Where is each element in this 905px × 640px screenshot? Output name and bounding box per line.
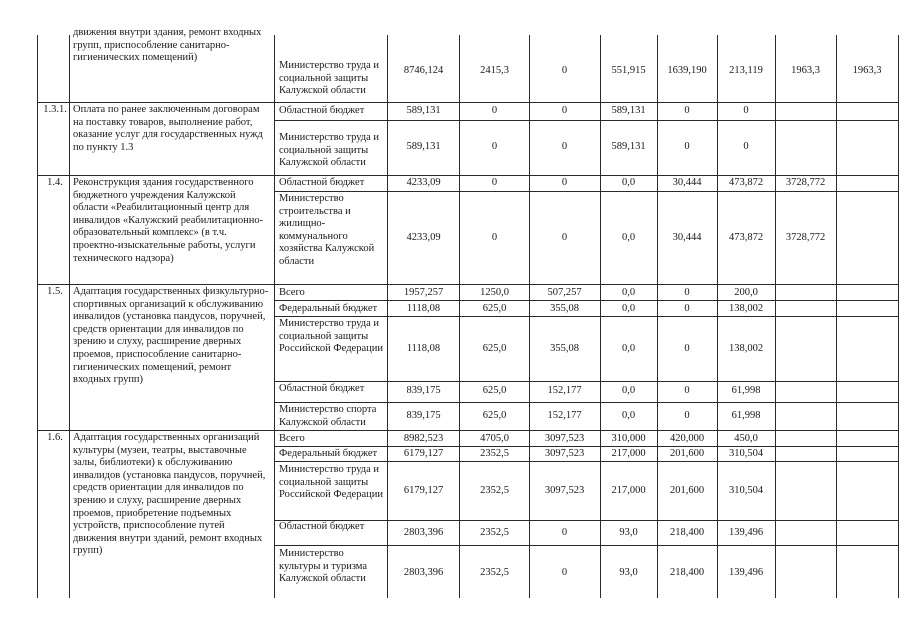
cell-value: 0 <box>684 141 690 152</box>
cell-value: 551,915 <box>611 65 646 76</box>
cell-value: 2352,5 <box>480 527 509 538</box>
cell-value: 0 <box>684 287 690 298</box>
cell-value: 1118,08 <box>406 343 441 354</box>
cell-value: 625,0 <box>482 343 507 354</box>
cell-value: 0 <box>491 105 498 116</box>
cell-value: 473,872 <box>728 232 764 243</box>
funding-source: Областной бюджет <box>279 105 365 116</box>
cell-value: 3728,772 <box>785 232 826 243</box>
cell-value: 8746,124 <box>403 65 444 76</box>
cell-value: 310,000 <box>611 433 646 444</box>
cell-value: 152,177 <box>547 410 582 421</box>
cell-value: 839,175 <box>406 385 441 396</box>
cell-value: 213,119 <box>729 65 763 76</box>
row-index: 1.3.1. <box>43 104 67 115</box>
cell-value: 0 <box>684 410 690 421</box>
cell-value: 4233,09 <box>406 177 441 188</box>
cell-value: 6179,127 <box>403 448 444 459</box>
funding-source: Всего <box>279 433 305 444</box>
cell-value: 138,002 <box>728 343 764 354</box>
cell-value: 61,998 <box>731 385 761 396</box>
cell-value: 1639,190 <box>667 65 707 76</box>
cell-value: 93,0 <box>619 567 638 578</box>
cell-value: 310,504 <box>728 485 764 496</box>
cell-value: 217,000 <box>611 485 646 496</box>
cell-value: 0 <box>684 385 690 396</box>
cell-value: 218,400 <box>669 567 705 578</box>
cell-value: 218,400 <box>669 527 705 538</box>
cell-value: 1250,0 <box>480 287 509 298</box>
cell-value: 589,131 <box>611 105 646 116</box>
funding-source: Министерство строительства и жилищно- коммунального хозяйства Калужской области <box>279 193 375 267</box>
funding-source: Министерство труда и социальной защиты Калужской области <box>279 132 380 169</box>
funding-source: Министерство культуры и туризма Калужской области <box>279 548 368 585</box>
cell-value: 3097,523 <box>544 448 585 459</box>
cell-value: 0,0 <box>621 303 636 314</box>
cell-value: 3728,772 <box>785 177 826 188</box>
cell-value: 30,444 <box>672 232 702 243</box>
row-description: Реконструкция здания государственного бюджетного учреждения Калужской области «Реабилитационный центр для инвалидов «Калужский реабилитационно- образовательный комплекс» (в т.ч. проектно-изыскательные работы, услуги технического надзора) <box>73 177 264 264</box>
cell-value: 0,0 <box>621 385 636 396</box>
cell-value: 0 <box>561 527 568 538</box>
cell-value: 0 <box>684 303 690 314</box>
funding-source: Министерство труда и социальной защиты Российской Федерации <box>279 318 383 355</box>
cell-value: 310,504 <box>728 448 764 459</box>
cell-value: 30,444 <box>672 177 702 188</box>
funding-source: Министерство спорта Калужской области <box>279 404 377 428</box>
cell-value: 0 <box>491 141 498 152</box>
cell-value: 0,0 <box>621 287 636 298</box>
funding-source: Областной бюджет <box>279 383 365 394</box>
cell-value: 589,131 <box>406 141 441 152</box>
cell-value: 0 <box>491 177 498 188</box>
row-description: Адаптация государственных организаций культуры (музеи, театры, выставочные залы, библиотеки) к обслуживанию инвалидов (установка пандусов, поручней, средств ориентации для инвалидов по зрению и слуху, расширение дверных проемов, приобретение подъемных устройств, приспособление путей движения внутри зданий, ремонт входных групп) <box>73 432 266 557</box>
cell-value: 138,002 <box>728 303 764 314</box>
cell-value: 0 <box>561 232 568 243</box>
cell-value: 0 <box>561 105 568 116</box>
cell-value: 3097,523 <box>544 433 585 444</box>
cell-value: 4705,0 <box>480 433 509 444</box>
funding-source: Областной бюджет <box>279 521 365 532</box>
cell-value: 0 <box>561 141 568 152</box>
cell-value: 139,496 <box>728 567 764 578</box>
row-description: Оплата по ранее заключенным договорам на поставку товаров, выполнение работ, оказание услуг для государственных нужд по пункту 1.3 <box>73 104 263 153</box>
cell-value: 61,998 <box>731 410 761 421</box>
cell-value: 0 <box>684 105 690 116</box>
cell-value: 6179,127 <box>403 485 444 496</box>
cell-value: 0 <box>561 567 568 578</box>
cell-value: 355,08 <box>550 343 579 354</box>
cell-value: 1957,257 <box>403 287 444 298</box>
cell-value: 0 <box>491 232 498 243</box>
cell-value: 3097,523 <box>544 485 585 496</box>
cell-value: 625,0 <box>482 410 507 421</box>
cell-value: 355,08 <box>550 303 579 314</box>
funding-source: Федеральный бюджет <box>279 448 378 459</box>
cell-value: 420,000 <box>669 433 705 444</box>
cell-value: 1963,3 <box>852 65 882 76</box>
funding-source: Всего <box>279 287 305 298</box>
cell-value: 139,496 <box>728 527 764 538</box>
cell-value: 93,0 <box>619 527 638 538</box>
cell-value: 2352,5 <box>480 485 509 496</box>
cell-value: 450,0 <box>734 433 758 444</box>
cell-value: 201,600 <box>669 485 705 496</box>
cell-value: 200,0 <box>734 287 758 298</box>
funding-source: Областной бюджет <box>279 177 365 188</box>
cell-value: 589,131 <box>611 141 646 152</box>
cell-value: 0 <box>561 177 568 188</box>
funding-source: Федеральный бюджет <box>279 303 378 314</box>
cell-value: 2352,5 <box>480 448 509 459</box>
cell-value: 8982,523 <box>403 433 444 444</box>
cell-value: 2415,3 <box>480 65 509 76</box>
cell-value: 2803,396 <box>403 527 444 538</box>
cell-value: 2803,396 <box>403 567 444 578</box>
cell-value: 473,872 <box>728 177 764 188</box>
cell-value: 0,0 <box>621 343 636 354</box>
row-continued-description: движения внутри здания, ремонт входных групп, приспособление санитарно- гигиенических помещений) <box>73 27 262 64</box>
cell-value: 0 <box>561 65 568 76</box>
cell-value: 507,257 <box>547 287 582 298</box>
funding-source: Министерство труда и социальной защиты Российской Федерации <box>279 464 383 501</box>
cell-value: 1118,08 <box>406 303 441 314</box>
row-index: 1.5. <box>47 286 63 297</box>
cell-value: 0 <box>684 343 690 354</box>
row-description: Адаптация государственных физкультурно- спортивных организаций к обслуживанию инвалидов (установка пандусов, поручней, средств ориентации для инвалидов по зрению и слуху, расширение дверных проемов, приспособление санитарно- гигиенических помещений, ремонт входных групп) <box>73 286 269 386</box>
cell-value: 839,175 <box>406 410 441 421</box>
cell-value: 201,600 <box>669 448 705 459</box>
row-index: 1.4. <box>47 177 63 188</box>
cell-value: 0,0 <box>621 232 636 243</box>
cell-value: 0,0 <box>621 410 636 421</box>
cell-value: 2352,5 <box>480 567 509 578</box>
cell-value: 625,0 <box>482 385 507 396</box>
cell-value: 0 <box>743 105 749 116</box>
cell-value: 4233,09 <box>406 232 441 243</box>
cell-value: 217,000 <box>611 448 646 459</box>
row-continued-source: Министерство труда и социальной защиты Калужской области <box>279 60 380 97</box>
cell-value: 1963,3 <box>791 65 820 76</box>
cell-value: 589,131 <box>406 105 441 116</box>
cell-value: 625,0 <box>482 303 507 314</box>
row-index: 1.6. <box>47 432 63 443</box>
cell-value: 152,177 <box>547 385 582 396</box>
cell-value: 0 <box>743 141 749 152</box>
cell-value: 0,0 <box>621 177 636 188</box>
